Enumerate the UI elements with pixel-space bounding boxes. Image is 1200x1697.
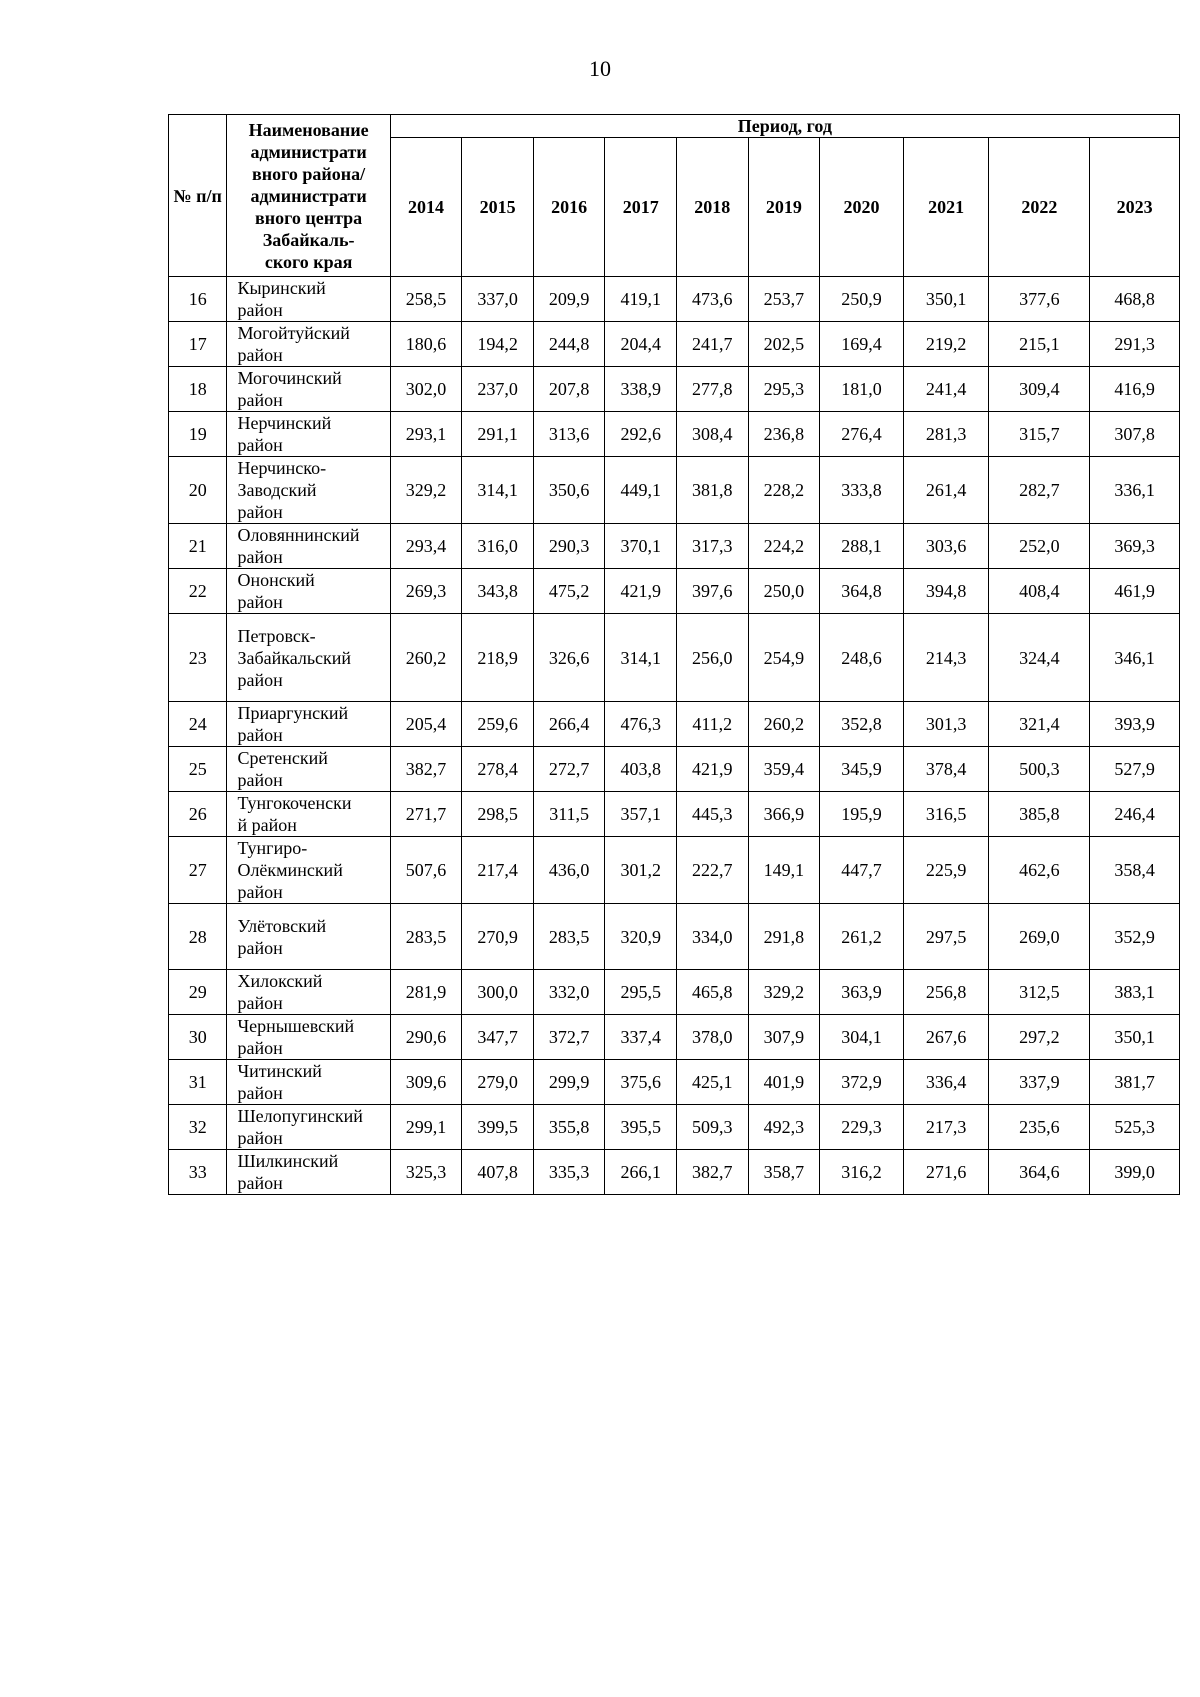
district-name <box>227 837 390 904</box>
value-cell: 260,2 <box>748 702 820 747</box>
value-cell: 237,0 <box>462 367 534 412</box>
table-row <box>169 792 1180 837</box>
value-cell: 244,8 <box>533 322 605 367</box>
value-cell: 295,3 <box>748 367 820 412</box>
value-cell: 229,3 <box>820 1105 904 1150</box>
table-body <box>169 277 1180 1195</box>
value-cell: 465,8 <box>676 970 748 1015</box>
row-index: 31 <box>169 1060 227 1105</box>
district-name-line: район <box>237 1038 283 1058</box>
value-cell: 346,1 <box>1090 614 1180 702</box>
row-index: 27 <box>169 837 227 904</box>
district-name-line: район <box>237 547 283 567</box>
district-name-line: Тунгокоченски <box>237 793 352 813</box>
value-cell: 267,6 <box>903 1015 989 1060</box>
value-cell: 266,4 <box>533 702 605 747</box>
row-index: 21 <box>169 524 227 569</box>
year-header: 2014 <box>390 138 462 277</box>
value-cell: 228,2 <box>748 457 820 524</box>
value-cell: 281,3 <box>903 412 989 457</box>
value-cell: 462,6 <box>989 837 1090 904</box>
value-cell: 359,4 <box>748 747 820 792</box>
page-number: 10 <box>589 56 611 81</box>
value-cell: 253,7 <box>748 277 820 322</box>
value-cell: 292,6 <box>605 412 677 457</box>
value-cell: 297,2 <box>989 1015 1090 1060</box>
district-name-line: район <box>237 502 283 522</box>
value-cell: 525,3 <box>1090 1105 1180 1150</box>
district-name-line: район <box>237 435 283 455</box>
district-name-line: Кыринский <box>237 278 326 298</box>
value-cell: 297,5 <box>903 904 989 970</box>
value-cell: 347,7 <box>462 1015 534 1060</box>
row-index: 17 <box>169 322 227 367</box>
district-name-line: район <box>237 345 283 365</box>
value-cell: 312,5 <box>989 970 1090 1015</box>
value-cell: 288,1 <box>820 524 904 569</box>
district-name <box>227 1060 390 1105</box>
row-index: 24 <box>169 702 227 747</box>
value-cell: 476,3 <box>605 702 677 747</box>
year-header: 2018 <box>676 138 748 277</box>
value-cell: 411,2 <box>676 702 748 747</box>
value-cell: 393,9 <box>1090 702 1180 747</box>
row-index: 33 <box>169 1150 227 1195</box>
table-row <box>169 837 1180 904</box>
value-cell: 407,8 <box>462 1150 534 1195</box>
value-cell: 271,6 <box>903 1150 989 1195</box>
year-header: 2023 <box>1090 138 1180 277</box>
year-header: 2019 <box>748 138 820 277</box>
value-cell: 304,1 <box>820 1015 904 1060</box>
district-name-line: Петровск- <box>237 625 316 646</box>
year-header: 2021 <box>903 138 989 277</box>
value-cell: 195,9 <box>820 792 904 837</box>
value-cell: 421,9 <box>605 569 677 614</box>
value-cell: 309,6 <box>390 1060 462 1105</box>
value-cell: 214,3 <box>903 614 989 702</box>
value-cell: 225,9 <box>903 837 989 904</box>
district-name-line: район <box>237 1083 283 1103</box>
value-cell: 291,8 <box>748 904 820 970</box>
value-cell: 301,2 <box>605 837 677 904</box>
statistics-table <box>168 114 1180 1195</box>
table-row <box>169 457 1180 524</box>
value-cell: 445,3 <box>676 792 748 837</box>
period-header: Период, год <box>390 115 1179 138</box>
value-cell: 395,5 <box>605 1105 677 1150</box>
value-cell: 307,8 <box>1090 412 1180 457</box>
index-column-header <box>169 115 227 277</box>
value-cell: 259,6 <box>462 702 534 747</box>
value-cell: 224,2 <box>748 524 820 569</box>
value-cell: 291,3 <box>1090 322 1180 367</box>
value-cell: 350,1 <box>903 277 989 322</box>
value-cell: 419,1 <box>605 277 677 322</box>
value-cell: 372,7 <box>533 1015 605 1060</box>
value-cell: 309,4 <box>989 367 1090 412</box>
table-row <box>169 614 1180 702</box>
district-name-header-line: администрати <box>250 185 367 206</box>
value-cell: 295,5 <box>605 970 677 1015</box>
district-name-line: Могойтуйский <box>237 323 350 343</box>
value-cell: 235,6 <box>989 1105 1090 1150</box>
value-cell: 363,9 <box>820 970 904 1015</box>
value-cell: 300,0 <box>462 970 534 1015</box>
value-cell: 219,2 <box>903 322 989 367</box>
value-cell: 256,8 <box>903 970 989 1015</box>
value-cell: 313,6 <box>533 412 605 457</box>
value-cell: 337,0 <box>462 277 534 322</box>
row-index: 22 <box>169 569 227 614</box>
district-name-line: Ононский <box>237 570 315 590</box>
value-cell: 298,5 <box>462 792 534 837</box>
value-cell: 252,0 <box>989 524 1090 569</box>
district-name-line: Читинский <box>237 1061 322 1081</box>
district-name-line: Шилкинский <box>237 1151 339 1171</box>
value-cell: 338,9 <box>605 367 677 412</box>
district-name <box>227 367 390 412</box>
value-cell: 461,9 <box>1090 569 1180 614</box>
district-name-line: район <box>237 300 283 320</box>
table-row <box>169 1150 1180 1195</box>
district-name-header-line: администрати <box>250 141 367 162</box>
district-name <box>227 277 390 322</box>
value-cell: 307,9 <box>748 1015 820 1060</box>
row-index: 26 <box>169 792 227 837</box>
value-cell: 403,8 <box>605 747 677 792</box>
value-cell: 277,8 <box>676 367 748 412</box>
value-cell: 337,9 <box>989 1060 1090 1105</box>
value-cell: 500,3 <box>989 747 1090 792</box>
district-name <box>227 970 390 1015</box>
table-row <box>169 747 1180 792</box>
value-cell: 209,9 <box>533 277 605 322</box>
district-name-line: район <box>237 390 283 410</box>
value-cell: 254,9 <box>748 614 820 702</box>
value-cell: 316,2 <box>820 1150 904 1195</box>
value-cell: 352,8 <box>820 702 904 747</box>
year-header: 2015 <box>462 138 534 277</box>
value-cell: 378,0 <box>676 1015 748 1060</box>
district-name <box>227 524 390 569</box>
district-name <box>227 1015 390 1060</box>
value-cell: 507,6 <box>390 837 462 904</box>
district-name-column-header <box>227 115 390 277</box>
value-cell: 308,4 <box>676 412 748 457</box>
district-name-line: район <box>237 993 283 1013</box>
value-cell: 364,6 <box>989 1150 1090 1195</box>
value-cell: 248,6 <box>820 614 904 702</box>
value-cell: 321,4 <box>989 702 1090 747</box>
value-cell: 325,3 <box>390 1150 462 1195</box>
value-cell: 270,9 <box>462 904 534 970</box>
value-cell: 416,9 <box>1090 367 1180 412</box>
value-cell: 149,1 <box>748 837 820 904</box>
district-name-header-line: Забайкаль- <box>262 229 355 250</box>
value-cell: 278,4 <box>462 747 534 792</box>
value-cell: 293,1 <box>390 412 462 457</box>
value-cell: 408,4 <box>989 569 1090 614</box>
table-row <box>169 524 1180 569</box>
district-name-line: Улётовский <box>237 915 327 936</box>
district-name-line: Нерчинско- <box>237 458 327 478</box>
value-cell: 350,6 <box>533 457 605 524</box>
value-cell: 383,1 <box>1090 970 1180 1015</box>
value-cell: 269,3 <box>390 569 462 614</box>
value-cell: 236,8 <box>748 412 820 457</box>
value-cell: 492,3 <box>748 1105 820 1150</box>
table-header <box>169 115 1180 277</box>
value-cell: 350,1 <box>1090 1015 1180 1060</box>
value-cell: 317,3 <box>676 524 748 569</box>
year-header: 2022 <box>989 138 1090 277</box>
table-row <box>169 569 1180 614</box>
value-cell: 314,1 <box>462 457 534 524</box>
row-index: 25 <box>169 747 227 792</box>
value-cell: 352,9 <box>1090 904 1180 970</box>
district-name-header-line: Наименование <box>248 119 369 140</box>
value-cell: 311,5 <box>533 792 605 837</box>
row-index: 29 <box>169 970 227 1015</box>
value-cell: 314,1 <box>605 614 677 702</box>
value-cell: 269,0 <box>989 904 1090 970</box>
value-cell: 291,1 <box>462 412 534 457</box>
value-cell: 279,0 <box>462 1060 534 1105</box>
value-cell: 316,5 <box>903 792 989 837</box>
value-cell: 421,9 <box>676 747 748 792</box>
district-name <box>227 614 390 702</box>
district-name-line: Забайкальский <box>237 647 352 668</box>
value-cell: 378,4 <box>903 747 989 792</box>
value-cell: 364,8 <box>820 569 904 614</box>
district-name <box>227 1150 390 1195</box>
district-name-line: Хилокский <box>237 971 323 991</box>
value-cell: 336,4 <box>903 1060 989 1105</box>
row-index: 19 <box>169 412 227 457</box>
value-cell: 283,5 <box>390 904 462 970</box>
value-cell: 382,7 <box>676 1150 748 1195</box>
value-cell: 436,0 <box>533 837 605 904</box>
district-name-line: район <box>237 1128 283 1148</box>
value-cell: 397,6 <box>676 569 748 614</box>
value-cell: 357,1 <box>605 792 677 837</box>
value-cell: 468,8 <box>1090 277 1180 322</box>
value-cell: 202,5 <box>748 322 820 367</box>
district-name <box>227 792 390 837</box>
value-cell: 333,8 <box>820 457 904 524</box>
value-cell: 246,4 <box>1090 792 1180 837</box>
row-index: 20 <box>169 457 227 524</box>
value-cell: 266,1 <box>605 1150 677 1195</box>
district-name <box>227 322 390 367</box>
value-cell: 320,9 <box>605 904 677 970</box>
district-name-line: Чернышевский <box>237 1016 355 1036</box>
value-cell: 372,9 <box>820 1060 904 1105</box>
district-name <box>227 457 390 524</box>
value-cell: 355,8 <box>533 1105 605 1150</box>
value-cell: 382,7 <box>390 747 462 792</box>
district-name-header-line: вного района/ <box>252 163 366 184</box>
district-name-line: Сретенский <box>237 748 328 768</box>
district-name-line: район <box>237 1173 283 1193</box>
value-cell: 250,9 <box>820 277 904 322</box>
district-name-line: Нерчинский <box>237 413 332 433</box>
value-cell: 381,7 <box>1090 1060 1180 1105</box>
value-cell: 509,3 <box>676 1105 748 1150</box>
value-cell: 276,4 <box>820 412 904 457</box>
district-name-line: Шелопугинский <box>237 1106 363 1126</box>
value-cell: 207,8 <box>533 367 605 412</box>
value-cell: 473,6 <box>676 277 748 322</box>
value-cell: 290,6 <box>390 1015 462 1060</box>
value-cell: 293,4 <box>390 524 462 569</box>
value-cell: 377,6 <box>989 277 1090 322</box>
value-cell: 385,8 <box>989 792 1090 837</box>
value-cell: 375,6 <box>605 1060 677 1105</box>
value-cell: 336,1 <box>1090 457 1180 524</box>
value-cell: 301,3 <box>903 702 989 747</box>
value-cell: 271,7 <box>390 792 462 837</box>
district-name-line: Приаргунский <box>237 703 349 723</box>
table-row <box>169 367 1180 412</box>
value-cell: 329,2 <box>748 970 820 1015</box>
value-cell: 399,0 <box>1090 1150 1180 1195</box>
district-name-line: Олёкминский <box>237 860 343 880</box>
district-name-header-line: ского края <box>264 251 353 272</box>
table-row <box>169 702 1180 747</box>
row-index: 30 <box>169 1015 227 1060</box>
district-name-line: Тунгиро- <box>237 838 308 858</box>
year-header: 2016 <box>533 138 605 277</box>
district-name <box>227 702 390 747</box>
value-cell: 218,9 <box>462 614 534 702</box>
district-name-line: й район <box>237 815 297 835</box>
value-cell: 180,6 <box>390 322 462 367</box>
value-cell: 205,4 <box>390 702 462 747</box>
district-name <box>227 412 390 457</box>
value-cell: 281,9 <box>390 970 462 1015</box>
table-row <box>169 1105 1180 1150</box>
value-cell: 299,1 <box>390 1105 462 1150</box>
value-cell: 335,3 <box>533 1150 605 1195</box>
value-cell: 324,4 <box>989 614 1090 702</box>
table-row <box>169 1015 1180 1060</box>
year-header: 2020 <box>820 138 904 277</box>
index-column-header-label: № п/п <box>173 185 222 206</box>
value-cell: 358,4 <box>1090 837 1180 904</box>
district-name-line: Оловяннинский <box>237 525 360 545</box>
value-cell: 217,4 <box>462 837 534 904</box>
value-cell: 181,0 <box>820 367 904 412</box>
value-cell: 272,7 <box>533 747 605 792</box>
table-row <box>169 1060 1180 1105</box>
value-cell: 169,4 <box>820 322 904 367</box>
value-cell: 250,0 <box>748 569 820 614</box>
value-cell: 283,5 <box>533 904 605 970</box>
value-cell: 401,9 <box>748 1060 820 1105</box>
district-name-line: район <box>237 725 283 745</box>
value-cell: 222,7 <box>676 837 748 904</box>
row-index: 32 <box>169 1105 227 1150</box>
value-cell: 282,7 <box>989 457 1090 524</box>
row-index: 16 <box>169 277 227 322</box>
value-cell: 261,4 <box>903 457 989 524</box>
district-name <box>227 1105 390 1150</box>
value-cell: 204,4 <box>605 322 677 367</box>
value-cell: 303,6 <box>903 524 989 569</box>
value-cell: 241,7 <box>676 322 748 367</box>
district-name-line: район <box>237 770 283 790</box>
value-cell: 315,7 <box>989 412 1090 457</box>
table-row <box>169 970 1180 1015</box>
value-cell: 241,4 <box>903 367 989 412</box>
value-cell: 261,2 <box>820 904 904 970</box>
value-cell: 337,4 <box>605 1015 677 1060</box>
value-cell: 215,1 <box>989 322 1090 367</box>
value-cell: 369,3 <box>1090 524 1180 569</box>
table-row <box>169 904 1180 970</box>
value-cell: 260,2 <box>390 614 462 702</box>
value-cell: 258,5 <box>390 277 462 322</box>
value-cell: 449,1 <box>605 457 677 524</box>
district-name-line: Могочинский <box>237 368 342 388</box>
value-cell: 447,7 <box>820 837 904 904</box>
district-name-line: Заводский <box>237 480 317 500</box>
year-header: 2017 <box>605 138 677 277</box>
district-name-line: район <box>237 882 283 902</box>
row-index: 28 <box>169 904 227 970</box>
district-name-line: район <box>237 669 283 690</box>
district-name-line: район <box>237 937 283 958</box>
value-cell: 290,3 <box>533 524 605 569</box>
district-name-header-line: вного центра <box>255 207 363 228</box>
value-cell: 302,0 <box>390 367 462 412</box>
district-name-line: район <box>237 592 283 612</box>
value-cell: 217,3 <box>903 1105 989 1150</box>
value-cell: 527,9 <box>1090 747 1180 792</box>
value-cell: 358,7 <box>748 1150 820 1195</box>
value-cell: 366,9 <box>748 792 820 837</box>
district-name <box>227 569 390 614</box>
district-name <box>227 747 390 792</box>
table-row <box>169 277 1180 322</box>
value-cell: 316,0 <box>462 524 534 569</box>
value-cell: 194,2 <box>462 322 534 367</box>
value-cell: 381,8 <box>676 457 748 524</box>
value-cell: 394,8 <box>903 569 989 614</box>
value-cell: 343,8 <box>462 569 534 614</box>
table-row <box>169 322 1180 367</box>
table-row <box>169 412 1180 457</box>
value-cell: 475,2 <box>533 569 605 614</box>
row-index: 23 <box>169 614 227 702</box>
district-name <box>227 904 390 970</box>
value-cell: 329,2 <box>390 457 462 524</box>
value-cell: 256,0 <box>676 614 748 702</box>
value-cell: 399,5 <box>462 1105 534 1150</box>
value-cell: 370,1 <box>605 524 677 569</box>
value-cell: 299,9 <box>533 1060 605 1105</box>
value-cell: 326,6 <box>533 614 605 702</box>
value-cell: 332,0 <box>533 970 605 1015</box>
value-cell: 345,9 <box>820 747 904 792</box>
row-index: 18 <box>169 367 227 412</box>
value-cell: 334,0 <box>676 904 748 970</box>
value-cell: 425,1 <box>676 1060 748 1105</box>
